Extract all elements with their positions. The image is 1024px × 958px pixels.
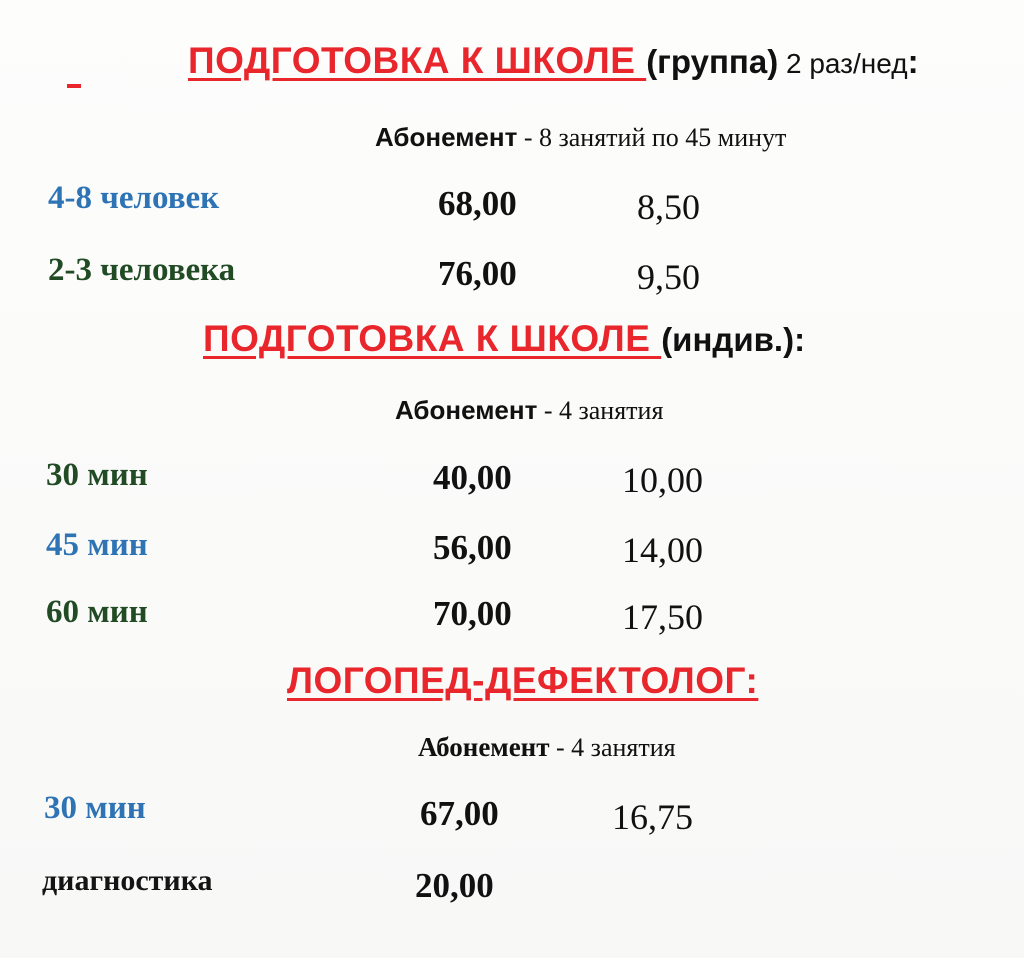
subscription-desc: - 4 занятия <box>549 733 676 762</box>
section-heading-school-prep-individual <box>203 318 805 360</box>
row-label: 45 мин <box>46 527 148 563</box>
section-heading-speech-therapist <box>287 660 758 702</box>
heading-individual: (индив.): <box>661 321 806 358</box>
row-per-lesson: 14,00 <box>622 530 703 570</box>
row-label: 60 мин <box>46 594 148 630</box>
row-label: 30 мин <box>46 457 148 493</box>
subscription-line <box>375 122 786 153</box>
row-price: 76,00 <box>438 254 517 293</box>
heading-title: ПОДГОТОВКА К ШКОЛЕ <box>188 40 647 81</box>
row-price: 70,00 <box>433 594 512 633</box>
row-price: 20,00 <box>415 866 494 905</box>
subscription-desc: - 8 занятий по 45 минут <box>517 123 787 152</box>
row-price: 56,00 <box>433 528 512 567</box>
subscription-line <box>395 395 663 426</box>
red-dash-mark <box>67 84 81 88</box>
row-per-lesson: 16,75 <box>612 797 693 837</box>
row-price: 68,00 <box>438 184 517 223</box>
row-per-lesson: 10,00 <box>622 460 703 500</box>
row-label: 30 мин <box>44 790 146 826</box>
row-price: 40,00 <box>433 458 512 497</box>
heading-group: (группа) <box>646 43 779 80</box>
row-price: 67,00 <box>420 794 499 833</box>
subscription-label: Абонемент <box>395 395 538 425</box>
heading-title: ЛОГОПЕД-ДЕФЕКТОЛОГ: <box>287 660 759 701</box>
heading-title: ПОДГОТОВКА К ШКОЛЕ <box>203 318 662 359</box>
row-label: диагностика <box>42 864 213 897</box>
subscription-desc: - 4 занятия <box>537 396 664 425</box>
row-per-lesson: 17,50 <box>622 597 703 637</box>
heading-frequency: 2 раз/нед <box>778 48 908 79</box>
subscription-line <box>418 732 676 763</box>
row-per-lesson: 8,50 <box>637 187 700 227</box>
row-label: 4-8 человек <box>48 180 220 216</box>
subscription-label: Абонемент <box>375 122 518 152</box>
section-heading-school-prep-group <box>188 40 919 82</box>
row-label: 2-3 человека <box>48 252 236 288</box>
row-per-lesson: 9,50 <box>637 257 700 297</box>
heading-colon: : <box>907 43 919 80</box>
subscription-label: Абонемент <box>418 732 550 762</box>
